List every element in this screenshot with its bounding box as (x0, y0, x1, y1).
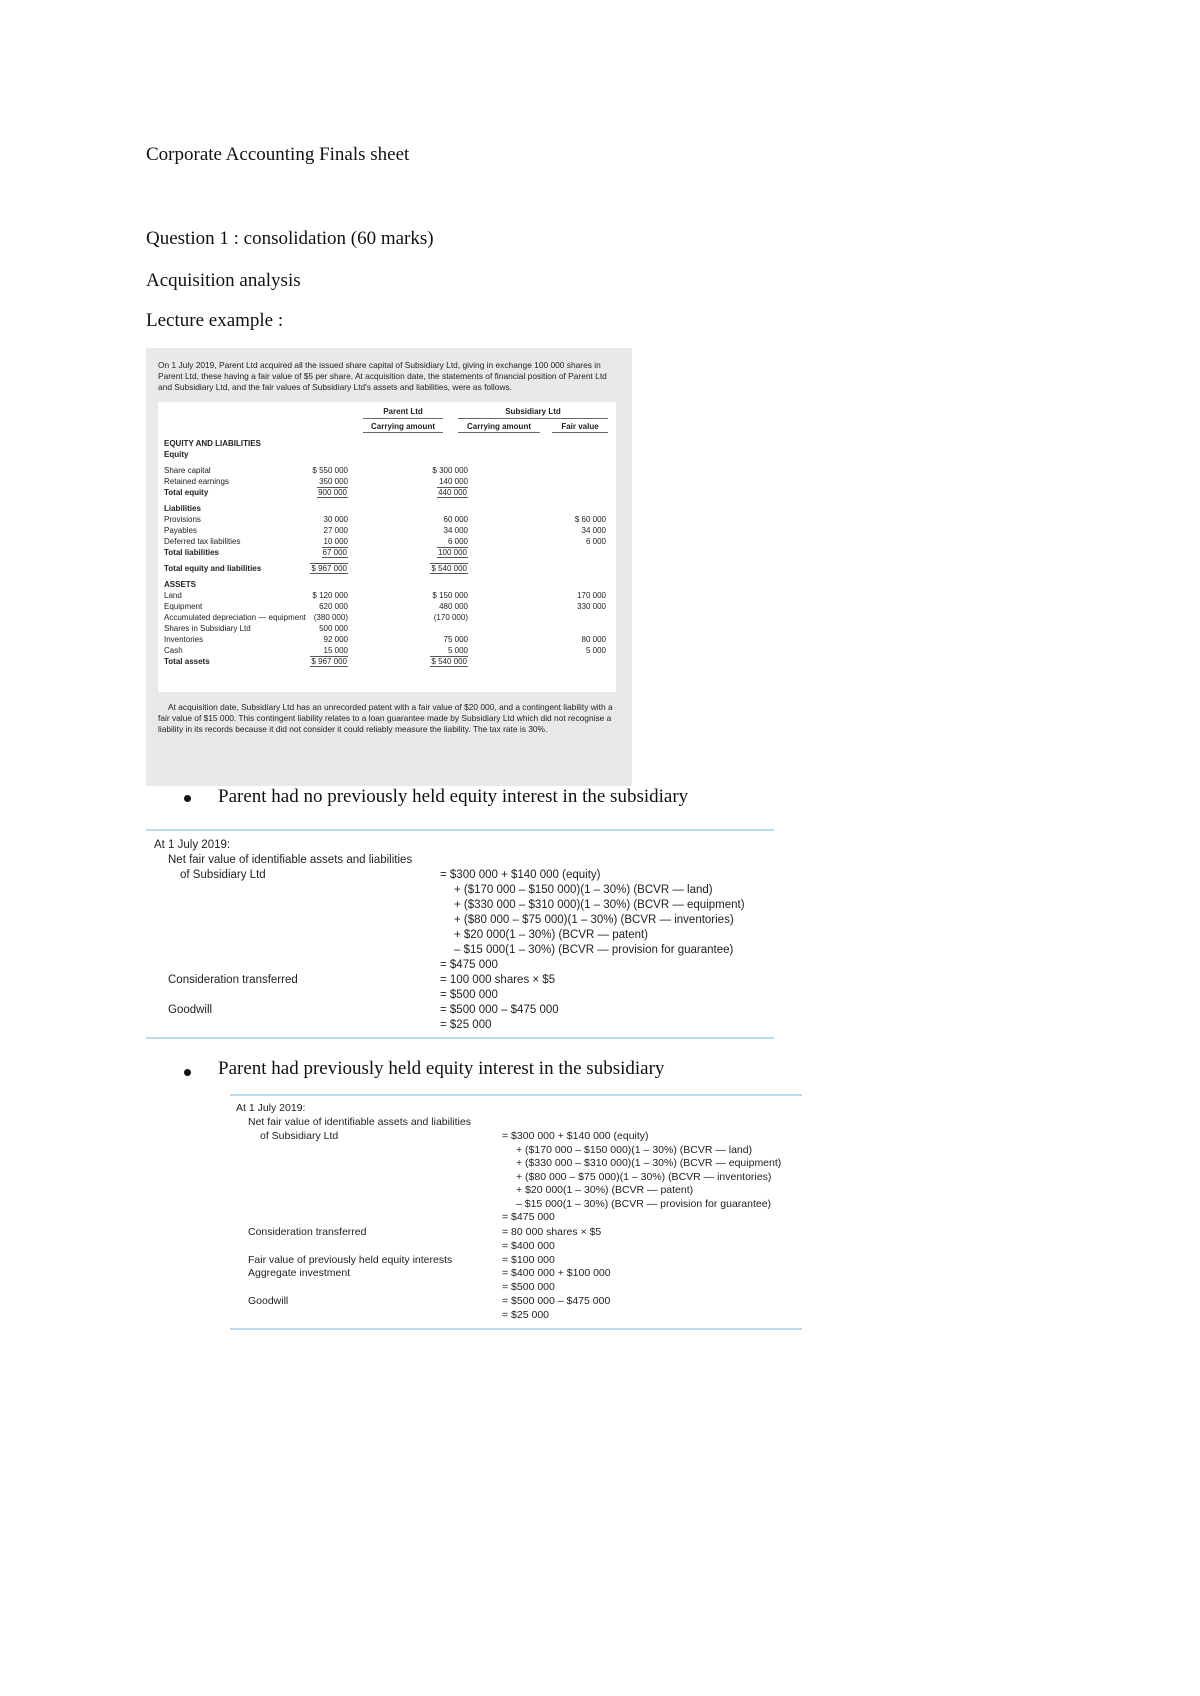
calculation-line: – $15 000(1 – 30%) (BCVR — provision for guarantee) (516, 1197, 772, 1210)
parent-carrying-amount-text: 900 000 (318, 487, 347, 497)
sub-fair-value-text: 5 000 (585, 645, 606, 655)
calculation-line: = $25 000 (502, 1308, 550, 1321)
table-row (164, 487, 610, 498)
sub-carrying-amount (398, 476, 468, 487)
sub-carrying-amount (398, 525, 468, 536)
sub-fair-value-text: 170 000 (577, 590, 606, 600)
header-parent-ltd: Parent Ltd (383, 406, 423, 416)
row-label-text: Accumulated depreciation — equipment (164, 612, 306, 622)
row-label-text: Equipment (164, 601, 203, 611)
sub-carrying-amount (398, 514, 468, 525)
sub-carrying-amount-text: 60 000 (443, 514, 468, 524)
table-row (164, 503, 610, 514)
calculation-line: = $500 000 – $475 000 (440, 1004, 559, 1016)
consideration-label: Consideration transferred (248, 1226, 367, 1238)
aggregate-investment-label: Aggregate investment (248, 1267, 351, 1279)
row-label-text: Total equity and liabilities (164, 563, 262, 573)
parent-carrying-amount (278, 590, 348, 601)
parent-carrying-amount (278, 536, 348, 547)
sub-fair-value-text: 6 000 (585, 536, 606, 546)
table-row (164, 623, 610, 634)
table-row (164, 525, 610, 536)
calculation-line: + ($80 000 – $75 000)(1 – 30%) (BCVR — inventories) (454, 914, 734, 926)
bullet-dot (184, 1069, 191, 1076)
parent-carrying-amount (278, 612, 348, 623)
sub-fair-value-text: 330 000 (577, 601, 606, 611)
table-row (164, 514, 610, 525)
calculation-line: = $400 000 (502, 1239, 555, 1252)
sub-carrying-amount-text: 100 000 (438, 547, 467, 557)
parent-carrying-amount (278, 601, 348, 612)
calculation-line: = 80 000 shares × $5 (502, 1226, 602, 1238)
row-label-text: EQUITY AND LIABILITIES (164, 438, 261, 448)
parent-carrying-amount-text: 92 000 (323, 634, 348, 644)
parent-carrying-amount (278, 487, 348, 498)
nfv-label-line2: of Subsidiary Ltd (180, 869, 266, 881)
row-label (164, 503, 201, 514)
calculation-line: = $25 000 (440, 1019, 492, 1031)
parent-carrying-amount-text: 10 000 (323, 536, 348, 546)
row-label-text: Total liabilities (164, 547, 219, 557)
row-label-text: Total assets (164, 656, 210, 666)
section-heading: Acquisition analysis (146, 270, 301, 291)
row-label (164, 525, 197, 536)
financial-position-table (158, 402, 616, 692)
row-label (164, 536, 240, 547)
calculation-line: = $300 000 + $140 000 (equity) (440, 869, 601, 881)
row-label-text: Payables (164, 525, 197, 535)
row-label (164, 449, 188, 460)
nfv-label-line1: Net fair value of identifiable assets and liabilities (248, 1116, 471, 1128)
calculation-line: + $20 000(1 – 30%) (BCVR — patent) (516, 1184, 694, 1196)
parent-carrying-amount (278, 476, 348, 487)
parent-carrying-amount-text: $ 550 000 (312, 465, 348, 475)
sub-carrying-amount-text: 440 000 (438, 487, 467, 497)
row-label-text: Total equity (164, 487, 209, 497)
sub-fair-value-text: 80 000 (581, 634, 606, 644)
sub-carrying-amount (398, 536, 468, 547)
calculation-line: = 100 000 shares × $5 (440, 974, 556, 986)
calculation-line: – $15 000(1 – 30%) (BCVR — provision for guarantee) (454, 944, 734, 956)
table-row (164, 536, 610, 547)
table-row (164, 465, 610, 476)
sub-fair-value-text: $ 60 000 (574, 514, 606, 524)
example-intro-text: On 1 July 2019, Parent Ltd acquired all the issued share capital of Subsidiary Ltd, giving in exchange 100 000 shares in Parent Ltd, these having a fair value of $5 per share. At acquisition date, the statements of financial position of Parent Ltd and Subsidiary Ltd, and the fair values of Subsidiary Ltd's assets and liabilities, were as follows. (158, 360, 607, 393)
sub-carrying-amount-text: (170 000) (433, 612, 468, 622)
row-label (164, 563, 261, 574)
row-label (164, 438, 261, 449)
bullet-dot (184, 795, 191, 802)
calculation-line: = $400 000 + $100 000 (502, 1267, 611, 1279)
sub-carrying-amount-text: 6 000 (447, 536, 468, 546)
table-row (164, 476, 610, 487)
question-heading: Question 1 : consolidation (60 marks) (146, 228, 434, 249)
sub-carrying-amount-text: 140 000 (439, 476, 468, 486)
table-row (164, 612, 610, 623)
row-label-text: Retained earnings (164, 476, 229, 486)
header-sub-carrying: Carrying amount (458, 421, 540, 433)
parent-carrying-amount (278, 634, 348, 645)
document-title: Corporate Accounting Finals sheet (146, 144, 410, 165)
goodwill-label: Goodwill (248, 1295, 289, 1307)
sub-fair-value (546, 601, 606, 612)
parent-carrying-amount-text: $ 120 000 (312, 590, 348, 600)
parent-carrying-amount (278, 465, 348, 476)
bullet-no-previous-interest: Parent had no previously held equity interest in the subsidiary (218, 786, 689, 807)
parent-carrying-amount-text: (380 000) (313, 612, 348, 622)
row-label (164, 579, 196, 590)
row-label (164, 465, 211, 476)
header-subsidiary-ltd: Subsidiary Ltd (505, 406, 561, 416)
sub-carrying-amount-text: $ 150 000 (432, 590, 468, 600)
sub-carrying-amount (398, 547, 468, 558)
calculation-line: = $300 000 + $140 000 (equity) (502, 1130, 649, 1142)
calculation-line: = $500 000 (440, 989, 498, 1001)
parent-carrying-amount-text: 500 000 (319, 623, 348, 633)
row-label-text: Land (164, 590, 182, 600)
sub-fair-value (546, 536, 606, 547)
sub-fair-value (546, 514, 606, 525)
parent-carrying-amount (278, 656, 348, 667)
calculation-line: + ($170 000 – $150 000)(1 – 30%) (BCVR — land) (454, 884, 713, 896)
table-row (164, 656, 610, 667)
lecture-example-label: Lecture example : (146, 310, 284, 331)
parent-carrying-amount-text: 27 000 (323, 525, 348, 535)
parent-carrying-amount-text: $ 967 000 (311, 656, 347, 666)
row-label (164, 547, 219, 558)
sub-fair-value (546, 525, 606, 536)
sub-carrying-amount (398, 656, 468, 667)
row-label (164, 634, 203, 645)
sub-fair-value (546, 645, 606, 656)
header-sub-fair-value: Fair value (552, 421, 608, 433)
row-label (164, 487, 208, 498)
sub-carrying-amount (398, 645, 468, 656)
calculation-line: = $475 000 (502, 1211, 555, 1223)
table-row (164, 645, 610, 656)
parent-carrying-amount-text: 350 000 (319, 476, 348, 486)
parent-carrying-amount-text: 620 000 (319, 601, 348, 611)
calculation-line: + $20 000(1 – 30%) (BCVR — patent) (454, 929, 649, 941)
row-label (164, 601, 202, 612)
acquisition-analysis-no-previous (146, 829, 774, 1039)
row-label (164, 645, 183, 656)
sub-carrying-amount-text: 34 000 (443, 525, 468, 535)
table-row (164, 449, 610, 460)
calculation-line: + ($170 000 – $150 000)(1 – 30%) (BCVR — land) (516, 1143, 753, 1156)
parent-carrying-amount-text: 67 000 (322, 547, 347, 557)
table-row (164, 634, 610, 645)
row-label (164, 590, 182, 601)
sub-carrying-amount (398, 465, 468, 476)
example-note-text: At acquisition date, Subsidiary Ltd has an unrecorded patent with a fair value of $20 000, and a contingent liability with a fair value of $15 000. This contingent liability relates to a loan guarantee made by Subsidiary Ltd which did not recognise a liability in its records because it did not consider it could reliably measure the liability. The tax rate is 30%. (158, 701, 613, 735)
row-label-text: Deferred tax liabilities (164, 536, 241, 546)
sub-carrying-amount (398, 634, 468, 645)
row-label (164, 476, 229, 487)
sub-carrying-amount (398, 612, 468, 623)
previous-interest-label: Fair value of previously held equity interests (248, 1254, 453, 1266)
sub-carrying-amount (398, 601, 468, 612)
parent-carrying-amount (278, 623, 348, 634)
row-label (164, 623, 251, 634)
sub-carrying-amount-text: $ 300 000 (432, 465, 468, 475)
parent-carrying-amount (278, 525, 348, 536)
parent-carrying-amount (278, 563, 348, 574)
calculation-line: = $475 000 (440, 959, 498, 971)
sub-carrying-amount-text: $ 540 000 (431, 563, 467, 573)
acquisition-analysis-previous (230, 1094, 802, 1330)
sub-carrying-amount-text: $ 540 000 (431, 656, 467, 666)
parent-carrying-amount-text: $ 967 000 (311, 563, 347, 573)
sub-carrying-amount-text: 75 000 (443, 634, 468, 644)
table-row (164, 438, 610, 449)
table-row (164, 547, 610, 558)
sub-carrying-amount-text: 480 000 (439, 601, 468, 611)
sub-fair-value (546, 590, 606, 601)
row-label-text: Share capital (164, 465, 211, 475)
row-label-text: Liabilities (164, 503, 201, 513)
sub-fair-value (546, 634, 606, 645)
header-parent-carrying: Carrying amount (363, 421, 443, 433)
row-label-text: Shares in Subsidiary Ltd (164, 623, 251, 633)
lecture-example-image (146, 348, 632, 786)
sub-carrying-amount-text: 5 000 (447, 645, 468, 655)
bullet-previous-interest: Parent had previously held equity interest in the subsidiary (218, 1058, 665, 1079)
row-label-text: Provisions (164, 514, 201, 524)
analysis-date: At 1 July 2019: (154, 839, 231, 851)
row-label-text: Inventories (164, 634, 204, 644)
row-label-text: ASSETS (164, 579, 197, 589)
row-label (164, 514, 201, 525)
parent-carrying-amount-text: 30 000 (323, 514, 348, 524)
calculation-line: + ($330 000 – $310 000)(1 – 30%) (BCVR — equipment) (516, 1157, 782, 1169)
sub-carrying-amount (398, 563, 468, 574)
row-label-text: Cash (164, 645, 183, 655)
analysis-date: At 1 July 2019: (236, 1102, 306, 1114)
nfv-label-line2: of Subsidiary Ltd (260, 1130, 339, 1142)
parent-carrying-amount (278, 645, 348, 656)
table-row (164, 601, 610, 612)
calculation-line: = $500 000 – $475 000 (502, 1295, 611, 1307)
calculation-line: + ($330 000 – $310 000)(1 – 30%) (BCVR — equipment) (454, 899, 745, 911)
calculation-line: + ($80 000 – $75 000)(1 – 30%) (BCVR — inventories) (516, 1170, 772, 1183)
table-row (164, 590, 610, 601)
financial-position-rows (164, 438, 610, 672)
row-label (164, 656, 210, 667)
goodwill-label: Goodwill (168, 1004, 213, 1016)
consideration-label: Consideration transferred (168, 974, 298, 986)
parent-carrying-amount-text: 15 000 (323, 645, 348, 655)
sub-carrying-amount (398, 590, 468, 601)
calculation-line: = $500 000 (502, 1280, 555, 1293)
table-row (164, 579, 610, 590)
row-label-text: Equity (164, 449, 189, 459)
table-row (164, 563, 610, 574)
sub-fair-value-text: 34 000 (581, 525, 606, 535)
nfv-label-line1: Net fair value of identifiable assets and liabilities (168, 854, 413, 866)
parent-carrying-amount (278, 514, 348, 525)
parent-carrying-amount (278, 547, 348, 558)
calculation-line: = $100 000 (502, 1254, 555, 1266)
sub-carrying-amount (398, 487, 468, 498)
